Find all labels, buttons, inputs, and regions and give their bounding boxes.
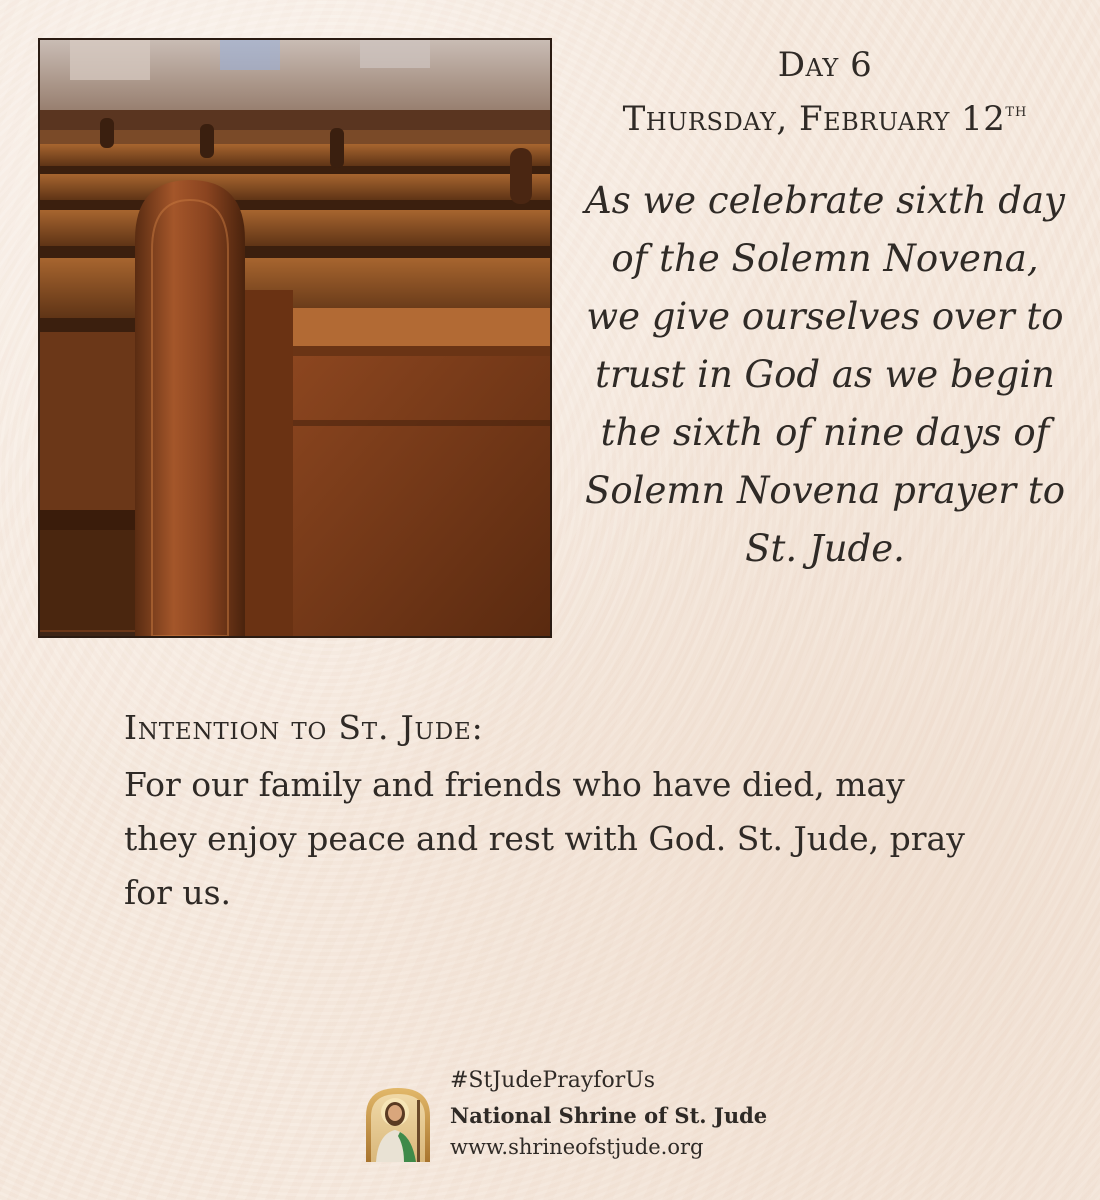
intro-line: As we celebrate sixth day bbox=[585, 179, 1065, 222]
st-jude-portrait-svg bbox=[362, 1086, 434, 1162]
intention-line: they enjoy peace and rest with God. St. Jude, pray bbox=[124, 819, 965, 858]
intro-line: we give ourselves over to bbox=[586, 295, 1064, 338]
st-jude-portrait-icon bbox=[362, 1086, 434, 1162]
date-suffix: th bbox=[1005, 100, 1028, 121]
day-title: Day 6 bbox=[777, 45, 873, 85]
intro-line: Solemn Novena prayer to bbox=[585, 469, 1065, 512]
intro-line: St. Jude. bbox=[745, 527, 905, 570]
intention-heading: Intention to St. Jude: bbox=[124, 708, 484, 747]
pews-illustration bbox=[40, 40, 550, 636]
shrine-name: National Shrine of St. Jude bbox=[450, 1103, 768, 1128]
intro-line: the sixth of nine days of bbox=[600, 411, 1050, 454]
intention-line: For our family and friends who have died, may bbox=[124, 765, 905, 804]
intention-line: for us. bbox=[124, 873, 232, 912]
website-link[interactable]: www.shrineofstjude.org bbox=[450, 1135, 704, 1159]
intro-line: trust in God as we begin bbox=[595, 353, 1055, 396]
church-pews-photo bbox=[38, 38, 552, 638]
date-title bbox=[560, 98, 1090, 141]
intro-text bbox=[575, 172, 1075, 578]
date-main: Thursday, February 12 bbox=[622, 99, 1006, 139]
intention-body bbox=[124, 758, 984, 920]
intro-line: of the Solemn Novena, bbox=[611, 237, 1039, 280]
hashtag-text: #StJudePrayforUs bbox=[450, 1068, 656, 1093]
